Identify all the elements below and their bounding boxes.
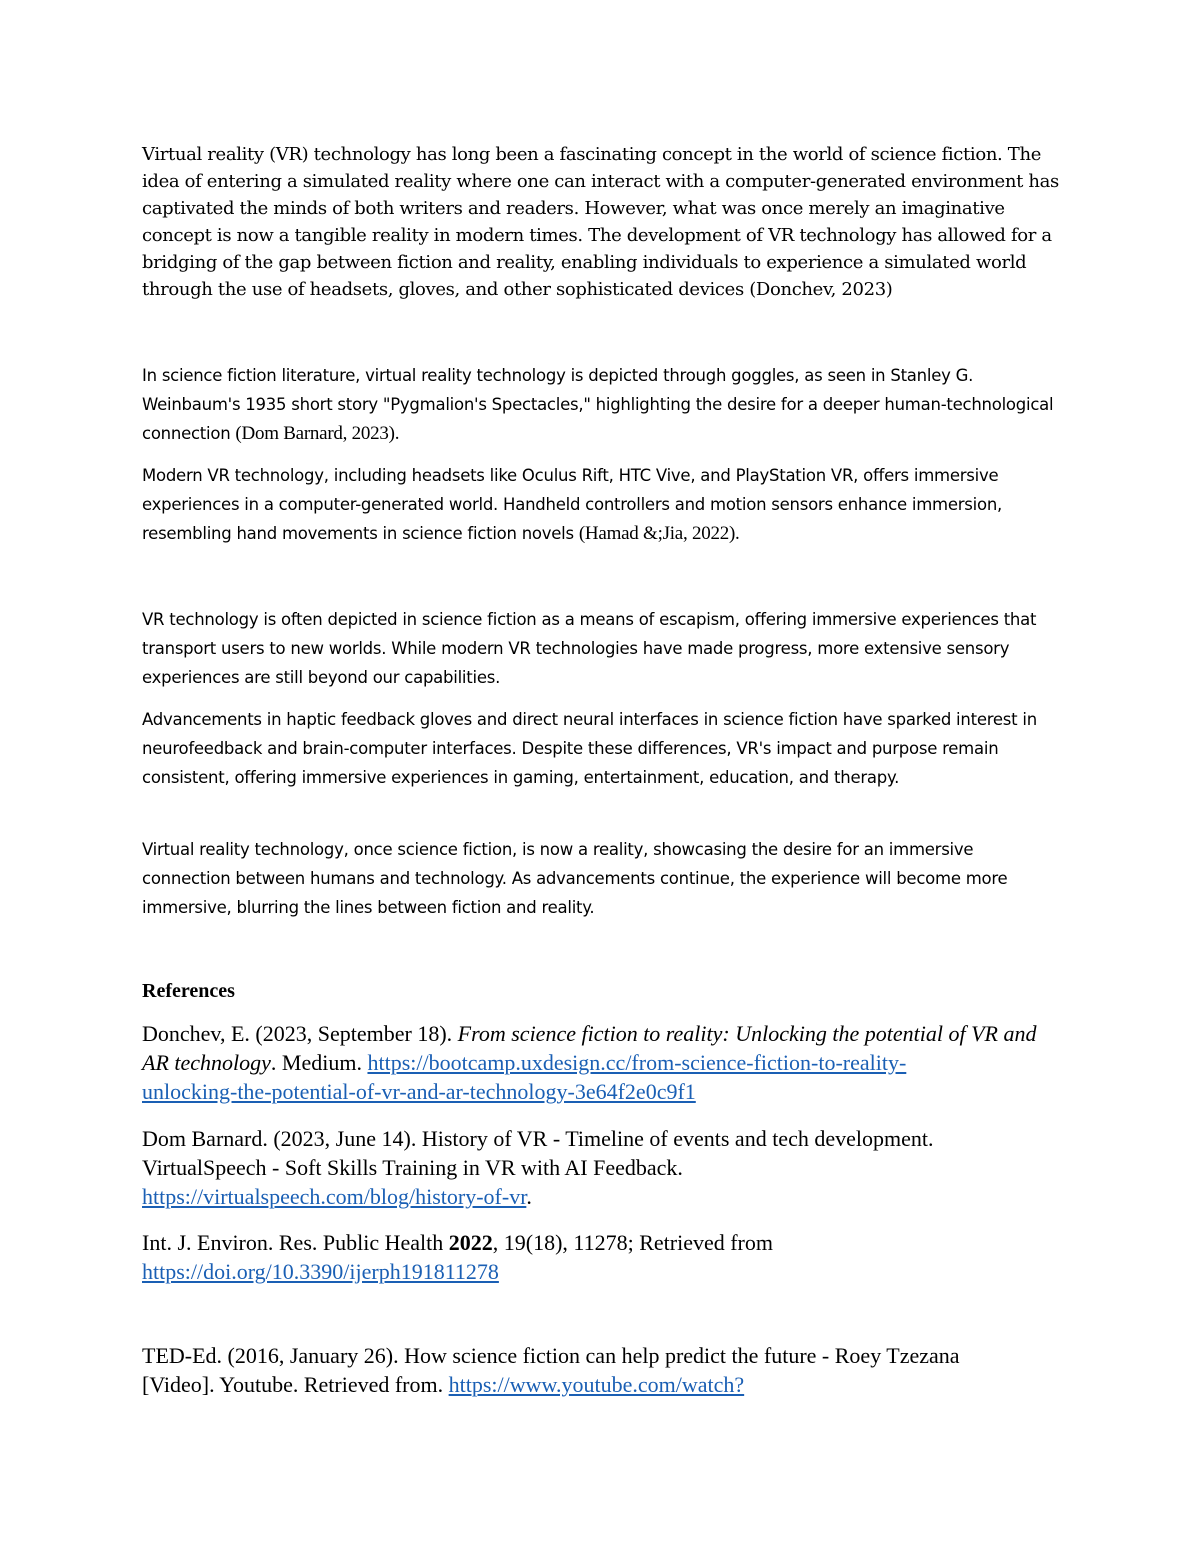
references-heading: References [142, 980, 235, 1002]
body-paragraph-escapism: VR technology is often depicted in science fiction as a means of escapism, offering immersive experiences that transport users to new worlds. While modern VR technologies have made progress, more extensive sensory experiences are still beyond our capabilities. [142, 610, 1037, 687]
reference-dom-barnard-period: . [526, 1184, 532, 1209]
reference-ijerph-year: 2022 [448, 1230, 493, 1255]
body-paragraph-goggles-text: In science fiction literature, virtual reality technology is depicted through goggles, as seen in Stanley G. Weinbaum's 1935 short story "Pygmalion's Spectacles," highlighting the desire for a deeper human-technological connection [142, 366, 1054, 443]
reference-donchev-publisher: . Medium. [270, 1050, 368, 1075]
reference-dom-barnard [142, 1124, 1062, 1211]
body-paragraph-haptics: Advancements in haptic feedback gloves and direct neural interfaces in science fiction have sparked interest in neurofeedback and brain-computer interfaces. Despite these differences, VR's impact and purpose remain consistent, offering immersive experiences in gaming, entertainment, education, and therapy. [142, 710, 1037, 787]
reference-ijerph [142, 1228, 1062, 1286]
reference-ted-ed-line2: [Video]. Youtube. Retrieved from. [142, 1372, 449, 1397]
reference-dom-barnard-line2: VirtualSpeech - Soft Skills Training in VR with AI Feedback. [142, 1155, 683, 1180]
reference-ted-ed [142, 1341, 1062, 1399]
body-paragraph-modern-vr [142, 461, 1062, 548]
citation-hamad-jia: (Hamad &;Jia, 2022). [578, 523, 740, 544]
reference-donchev [142, 1019, 1062, 1106]
reference-ijerph-link[interactable]: https://doi.org/10.3390/ijerph191811278 [142, 1259, 499, 1284]
reference-ted-ed-line1: TED-Ed. (2016, January 26). How science fiction can help predict the future - Roey Tzezana [142, 1343, 960, 1368]
reference-ijerph-journal: Int. J. Environ. Res. Public Health [142, 1230, 449, 1255]
intro-paragraph: Virtual reality (VR) technology has long been a fascinating concept in the world of science fiction. The idea of entering a simulated reality where one can interact with a computer-generated environment has captivated the minds of both writers and readers. However, what was once merely an imaginative concept is now a tangible reality in modern times. The development of VR technology has allowed for a bridging of the gap between fiction and reality, enabling individuals to experience a simulated world through the use of headsets, gloves, and other sophisticated devices (Donchev, 2023) [142, 144, 1059, 300]
citation-dom-barnard: (Dom Barnard, 2023). [235, 423, 400, 444]
body-paragraph-modern-vr-text: Modern VR technology, including headsets like Oculus Rift, HTC Vive, and PlayStation VR, offers immersive experiences in a computer-generated world. Handheld controllers and motion sensors enhance immersion, resembling hand movements in science fiction novels [142, 466, 1003, 543]
body-paragraph-conclusion: Virtual reality technology, once science fiction, is now a reality, showcasing the desire for an immersive connection between humans and technology. As advancements continue, the experience will become more immersive, blurring the lines between fiction and reality. [142, 840, 1008, 917]
reference-ijerph-details: , 19(18), 11278; Retrieved from [492, 1230, 773, 1255]
reference-donchev-link-part1: https://bootcamp.uxdesign.cc/from-science-fiction-to-reality- [367, 1050, 907, 1075]
body-paragraph-goggles [142, 361, 1062, 448]
reference-ted-ed-link[interactable]: https://www.youtube.com/watch? [448, 1372, 745, 1397]
reference-donchev-author: Donchev, E. (2023, September 18). [142, 1021, 458, 1046]
reference-donchev-title: From science fiction to reality: Unlocking the potential of VR and AR technology [142, 1021, 1037, 1075]
reference-dom-barnard-line1: Dom Barnard. (2023, June 14). History of VR - Timeline of events and tech development. [142, 1126, 934, 1151]
reference-donchev-link-part2: unlocking-the-potential-of-vr-and-ar-technology-3e64f2e0c9f1 [142, 1079, 696, 1104]
reference-dom-barnard-link[interactable]: https://virtualspeech.com/blog/history-of-vr [142, 1184, 527, 1209]
